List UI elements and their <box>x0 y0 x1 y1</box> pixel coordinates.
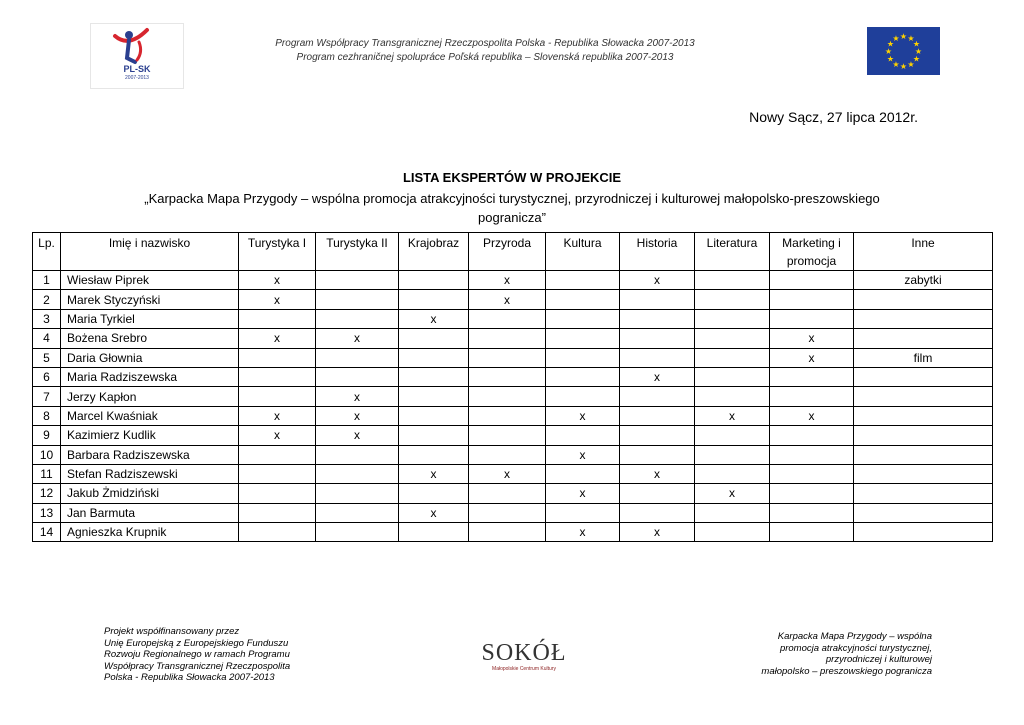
table-cell <box>770 290 854 309</box>
table-cell: x <box>770 406 854 425</box>
table-cell: x <box>770 329 854 348</box>
table-cell <box>399 367 469 386</box>
table-cell <box>399 523 469 542</box>
row-number: 7 <box>33 387 61 406</box>
document-title: LISTA EKSPERTÓW W PROJEKCIE <box>402 170 622 185</box>
row-number: 9 <box>33 426 61 445</box>
expert-name: Jerzy Kapłon <box>61 387 239 406</box>
table-row <box>33 445 993 464</box>
table-cell <box>620 290 695 309</box>
cofinancing-line: Polska - Republika Słowacka 2007-2013 <box>104 672 275 684</box>
table-cell <box>854 426 993 445</box>
row-number: 11 <box>33 464 61 483</box>
table-cell <box>854 387 993 406</box>
pl-sk-figure-icon <box>91 24 183 66</box>
table-cell <box>546 387 620 406</box>
table-cell <box>770 445 854 464</box>
table-cell <box>316 523 399 542</box>
table-cell <box>399 406 469 425</box>
table-row <box>33 271 993 290</box>
table-cell: x <box>316 426 399 445</box>
eu-star-icon: ★ <box>884 47 893 56</box>
table-row <box>33 309 993 328</box>
table-row <box>33 464 993 483</box>
table-cell <box>399 426 469 445</box>
pl-sk-logo-text: PL-SK <box>123 64 151 74</box>
table-cell: x <box>399 309 469 328</box>
cofinancing-line: Współpracy Transgranicznej Rzeczpospolita <box>104 660 291 672</box>
eu-stars <box>867 27 940 75</box>
expert-name: Wiesław Piprek <box>61 271 239 290</box>
table-cell <box>239 484 316 503</box>
table-cell <box>695 523 770 542</box>
table-cell: x <box>770 348 854 367</box>
table-cell: film <box>854 348 993 367</box>
eu-star-icon: ★ <box>907 59 915 69</box>
table-row <box>33 523 993 542</box>
table-cell <box>546 503 620 522</box>
table-cell <box>770 426 854 445</box>
table-cell <box>546 329 620 348</box>
table-cell <box>239 367 316 386</box>
table-cell: x <box>695 406 770 425</box>
project-footer-line: promocja atrakcyjności turystycznej, <box>779 642 932 654</box>
table-cell <box>620 387 695 406</box>
table-row <box>33 503 993 522</box>
table-cell <box>469 445 546 464</box>
table-cell <box>239 348 316 367</box>
sokol-logo-subtext: Małopolskie Centrum Kultury <box>492 666 556 672</box>
project-name: „Karpacka Mapa Przygody – wspólna promocja atrakcyjności turystycznej, przyrodniczej i kulturowej małopolsko-preszowskiego pogranicza” <box>144 191 880 225</box>
table-cell: x <box>239 271 316 290</box>
table-cell: x <box>239 290 316 309</box>
expert-name: Jan Barmuta <box>61 503 239 522</box>
table-cell <box>399 484 469 503</box>
table-cell <box>469 348 546 367</box>
eu-star-icon: ★ <box>899 62 908 71</box>
table-cell <box>239 387 316 406</box>
column-header: Przyroda <box>469 233 546 271</box>
cofinancing-line: Unię Europejską z Europejskiego Funduszu <box>104 637 289 649</box>
table-cell <box>770 309 854 328</box>
project-footer-note <box>761 631 932 677</box>
table-cell <box>854 484 993 503</box>
table-cell <box>854 290 993 309</box>
table-cell <box>316 271 399 290</box>
table-cell <box>854 367 993 386</box>
cofinancing-line: Rozwoju Regionalnego w ramach Programu <box>104 649 290 661</box>
row-number: 3 <box>33 309 61 328</box>
table-cell <box>399 348 469 367</box>
expert-name: Daria Głownia <box>61 348 239 367</box>
table-cell <box>854 445 993 464</box>
table-cell: zabytki <box>854 271 993 290</box>
table-cell <box>770 387 854 406</box>
table-cell: x <box>546 406 620 425</box>
eu-star-icon: ★ <box>886 54 895 64</box>
table-cell <box>620 348 695 367</box>
table-cell <box>399 271 469 290</box>
table-cell <box>316 503 399 522</box>
table-cell <box>695 503 770 522</box>
table-cell <box>546 309 620 328</box>
table-cell <box>399 445 469 464</box>
expert-name: Bożena Srebro <box>61 329 239 348</box>
eu-star-icon: ★ <box>912 39 921 49</box>
table-cell <box>854 503 993 522</box>
cofinancing-note <box>104 626 290 684</box>
pl-sk-logo-subtext: 2007-2013 <box>125 75 149 81</box>
table-cell <box>469 387 546 406</box>
table-cell <box>770 523 854 542</box>
expert-name: Marcel Kwaśniak <box>61 406 239 425</box>
table-cell <box>239 523 316 542</box>
table-cell <box>620 329 695 348</box>
expert-name: Stefan Radziszewski <box>61 464 239 483</box>
table-cell: x <box>239 426 316 445</box>
column-header: Turystyka II <box>316 233 399 271</box>
table-cell <box>239 309 316 328</box>
table-cell: x <box>695 484 770 503</box>
table-cell <box>695 387 770 406</box>
table-cell <box>620 406 695 425</box>
table-cell <box>469 503 546 522</box>
table-cell <box>399 290 469 309</box>
column-header: Historia <box>620 233 695 271</box>
project-footer-line: Karpacka Mapa Przygody – wspólna <box>777 631 932 642</box>
table-cell <box>546 290 620 309</box>
project-footer-line: przyrodniczej i kulturowej <box>825 654 932 666</box>
eu-star-icon: ★ <box>886 39 895 49</box>
table-cell <box>695 329 770 348</box>
eu-star-icon: ★ <box>899 32 908 41</box>
table-cell <box>854 464 993 483</box>
table-cell <box>399 329 469 348</box>
table-cell <box>695 309 770 328</box>
table-cell <box>316 367 399 386</box>
table-cell <box>695 426 770 445</box>
row-number: 6 <box>33 367 61 386</box>
table-row <box>33 387 993 406</box>
table-cell: x <box>620 367 695 386</box>
row-number: 2 <box>33 290 61 309</box>
table-row <box>33 348 993 367</box>
table-cell <box>239 464 316 483</box>
table-row <box>33 484 993 503</box>
table-cell: x <box>239 406 316 425</box>
row-number: 13 <box>33 503 61 522</box>
expert-name: Barbara Radziszewska <box>61 445 239 464</box>
table-cell: x <box>546 445 620 464</box>
row-number: 12 <box>33 484 61 503</box>
table-cell <box>469 406 546 425</box>
table-cell: x <box>316 406 399 425</box>
table-cell <box>546 464 620 483</box>
expert-name: Jakub Żmidziński <box>61 484 239 503</box>
column-header: Inne <box>854 233 993 271</box>
column-header: Marketing i promocja <box>770 233 854 271</box>
document-date: Nowy Sącz, 27 lipca 2012r. <box>749 109 918 125</box>
table-cell <box>469 329 546 348</box>
programme-header <box>220 37 750 65</box>
table-cell <box>469 367 546 386</box>
table-cell <box>316 309 399 328</box>
expert-name: Marek Styczyński <box>61 290 239 309</box>
expert-name: Maria Radziszewska <box>61 367 239 386</box>
table-cell <box>770 367 854 386</box>
table-cell <box>469 426 546 445</box>
table-cell <box>620 426 695 445</box>
sokol-logo-word: SOKÓŁ <box>481 640 567 666</box>
table-row <box>33 329 993 348</box>
column-header: Literatura <box>695 233 770 271</box>
table-cell <box>854 523 993 542</box>
table-cell: x <box>316 329 399 348</box>
eu-star-icon: ★ <box>892 59 900 69</box>
table-cell <box>770 484 854 503</box>
table-cell <box>469 523 546 542</box>
table-cell <box>854 329 993 348</box>
table-cell <box>620 503 695 522</box>
table-cell <box>620 309 695 328</box>
table-cell <box>620 484 695 503</box>
project-footer-line: małopolsko – preszowskiego pogranicza <box>761 665 932 677</box>
table-cell: x <box>620 523 695 542</box>
table-cell: x <box>399 503 469 522</box>
column-header: Kultura <box>546 233 620 271</box>
table-cell <box>695 271 770 290</box>
table-cell: x <box>620 271 695 290</box>
expert-name: Maria Tyrkiel <box>61 309 239 328</box>
table-cell: x <box>316 387 399 406</box>
row-number: 4 <box>33 329 61 348</box>
table-cell <box>546 271 620 290</box>
table-cell <box>316 290 399 309</box>
table-cell <box>399 387 469 406</box>
table-cell <box>695 348 770 367</box>
table-cell <box>316 445 399 464</box>
table-cell <box>770 271 854 290</box>
sokol-logo <box>478 640 570 672</box>
pl-sk-logo <box>90 23 184 89</box>
eu-flag-icon <box>867 27 940 75</box>
table-cell <box>316 484 399 503</box>
table-cell: x <box>546 484 620 503</box>
column-header: Lp. <box>33 233 61 271</box>
column-header: Imię i nazwisko <box>61 233 239 271</box>
column-header: Krajobraz <box>399 233 469 271</box>
row-number: 1 <box>33 271 61 290</box>
table-header-row <box>33 233 993 271</box>
row-number: 14 <box>33 523 61 542</box>
table-cell <box>546 348 620 367</box>
expert-name: Kazimierz Kudlik <box>61 426 239 445</box>
row-number: 8 <box>33 406 61 425</box>
table-cell <box>695 290 770 309</box>
table-row <box>33 406 993 425</box>
table-cell <box>546 367 620 386</box>
programme-header-line-1: Program Współpracy Transgranicznej Rzeczpospolita Polska - Republika Słowacka 2007-2013 <box>275 38 695 49</box>
table-cell <box>695 464 770 483</box>
eu-star-icon: ★ <box>907 34 915 44</box>
table-cell <box>316 348 399 367</box>
table-cell: x <box>469 271 546 290</box>
table-cell <box>770 464 854 483</box>
row-number: 5 <box>33 348 61 367</box>
table-cell <box>770 503 854 522</box>
table-cell <box>854 309 993 328</box>
table-cell: x <box>469 464 546 483</box>
table-cell <box>239 503 316 522</box>
table-cell: x <box>239 329 316 348</box>
eu-star-icon: ★ <box>912 54 921 64</box>
table-cell: x <box>469 290 546 309</box>
table-cell: x <box>546 523 620 542</box>
table-cell <box>854 406 993 425</box>
eu-star-icon: ★ <box>914 47 923 56</box>
table-cell <box>620 445 695 464</box>
eu-star-icon: ★ <box>892 34 900 44</box>
table-cell <box>695 367 770 386</box>
table-cell <box>695 445 770 464</box>
row-number: 10 <box>33 445 61 464</box>
table-body <box>33 271 993 542</box>
table-cell <box>546 426 620 445</box>
table-cell <box>239 445 316 464</box>
table-row <box>33 290 993 309</box>
table-cell <box>316 464 399 483</box>
cofinancing-line: Projekt współfinansowany przez <box>104 626 240 637</box>
table-cell: x <box>620 464 695 483</box>
column-header: Turystyka I <box>239 233 316 271</box>
table-cell: x <box>399 464 469 483</box>
table-cell <box>469 484 546 503</box>
programme-header-line-2: Program cezhraničnej spolupráce Poľská republika – Slovenská republika 2007-2013 <box>296 52 674 63</box>
table-row <box>33 426 993 445</box>
experts-table <box>32 232 993 542</box>
table-row <box>33 367 993 386</box>
expert-name: Agnieszka Krupnik <box>61 523 239 542</box>
table-cell <box>469 309 546 328</box>
